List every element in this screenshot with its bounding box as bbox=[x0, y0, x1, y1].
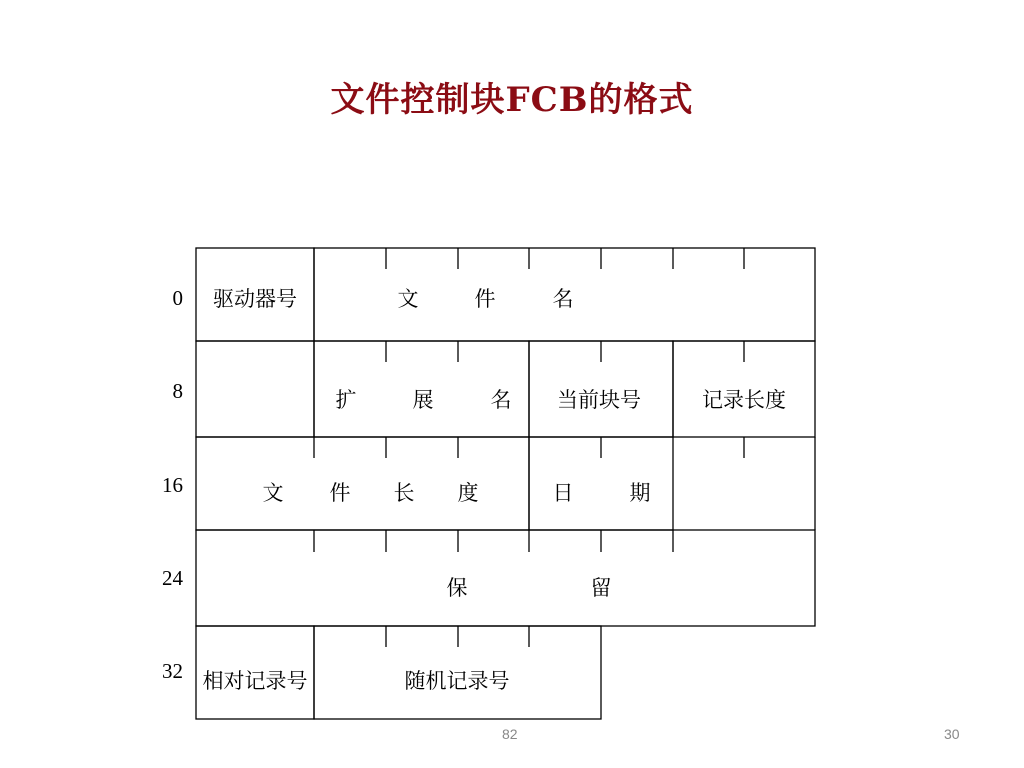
extension-char-3: 名 bbox=[490, 388, 512, 412]
byte-ticks-row24 bbox=[314, 530, 601, 552]
file-length-char-4: 度 bbox=[457, 481, 479, 505]
drive-number-label: 驱动器号 bbox=[213, 287, 297, 311]
date-char-2: 期 bbox=[629, 481, 651, 505]
relative-record-label: 相对记录号 bbox=[202, 669, 308, 693]
row-offset-24: 24 bbox=[162, 566, 183, 590]
reserved-char-1: 保 bbox=[446, 576, 468, 600]
row-offset-0: 0 bbox=[172, 286, 183, 310]
row-offset-32: 32 bbox=[162, 659, 183, 683]
row-offset-8: 8 bbox=[172, 379, 183, 403]
date-char-1: 日 bbox=[552, 481, 574, 505]
byte-ticks-row32 bbox=[386, 626, 529, 647]
cell-row16-file-length bbox=[196, 437, 529, 530]
byte-ticks-row8 bbox=[386, 341, 744, 362]
byte-ticks-row0 bbox=[386, 248, 744, 269]
reserved-char-2: 留 bbox=[590, 576, 612, 600]
file-length-char-2: 件 bbox=[329, 481, 351, 505]
filename-char-3: 名 bbox=[552, 287, 574, 311]
row-offset-16: 16 bbox=[162, 473, 183, 497]
filename-char-2: 件 bbox=[474, 287, 496, 311]
cell-row24-reserved bbox=[196, 530, 815, 626]
filename-char-1: 文 bbox=[397, 287, 419, 311]
current-block-label: 当前块号 bbox=[557, 388, 641, 412]
file-length-char-3: 长 bbox=[393, 481, 415, 505]
record-length-label: 记录长度 bbox=[702, 388, 786, 412]
random-record-label: 随机记录号 bbox=[404, 669, 510, 693]
cell-row8-empty bbox=[196, 341, 314, 437]
slide-title: 文件控制块FCB的格式 bbox=[330, 80, 694, 120]
slide-page-number: 30 bbox=[944, 726, 960, 742]
extension-char-2: 展 bbox=[412, 388, 434, 412]
center-page-number: 82 bbox=[502, 726, 518, 742]
file-length-char-1: 文 bbox=[262, 481, 284, 505]
extension-char-1: 扩 bbox=[335, 388, 357, 412]
